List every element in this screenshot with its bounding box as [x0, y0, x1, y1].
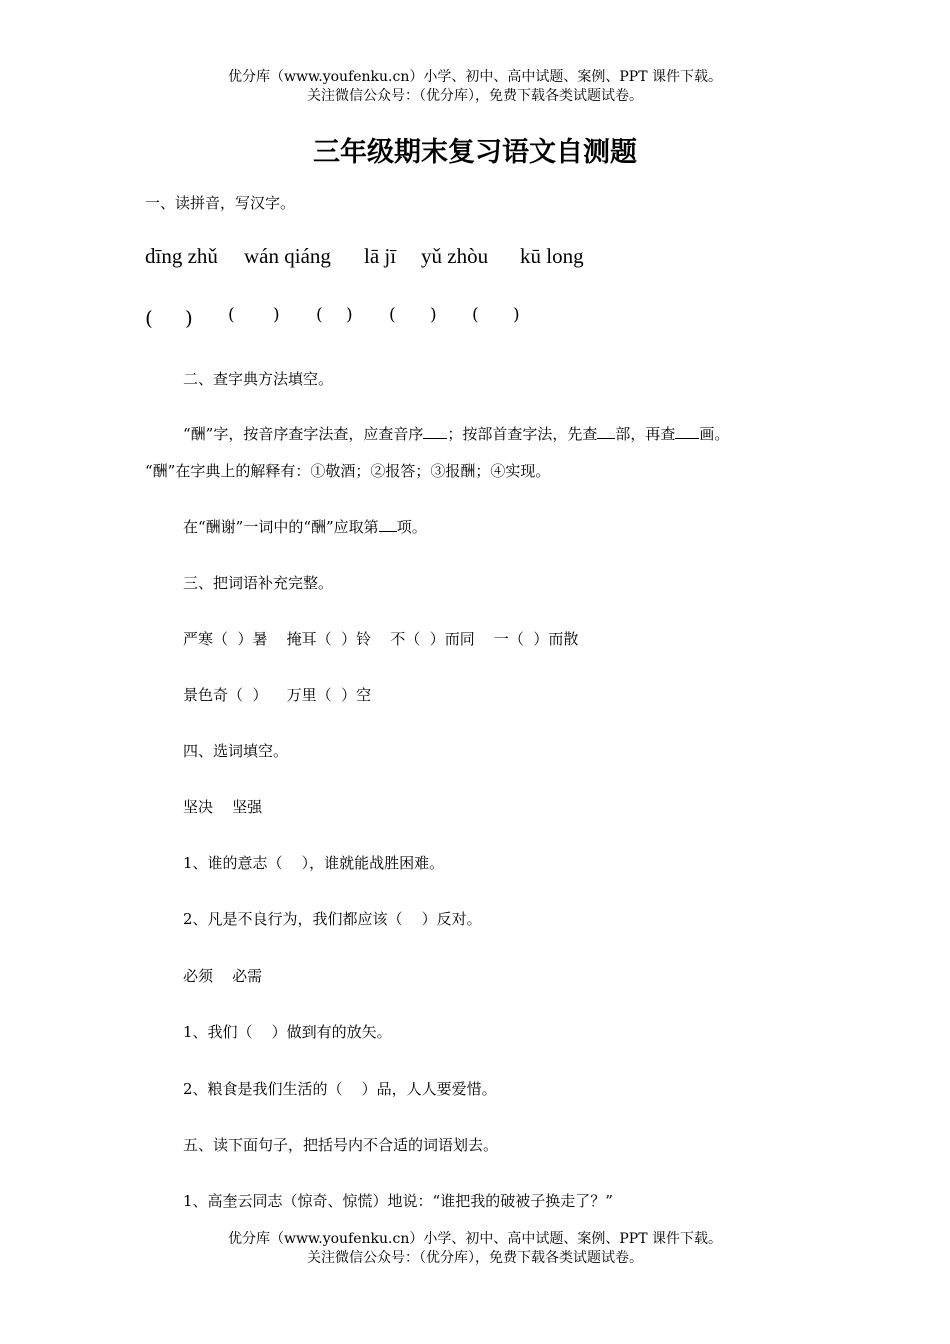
footer-line-1: 优分库（www.youfenku.cn）小学、初中、高中试题、案例、PPT 课件下载。: [227, 1231, 722, 1247]
section4-question-1-1: 1、谁的意志（ ），谁就能战胜困难。: [183, 854, 445, 872]
section2-paragraph-1: “酬”字，按音序查字法查，应查音序 ；按部首查字法，先查 部，再查 画。: [183, 425, 730, 443]
answer-paren-close-2: ): [273, 305, 280, 325]
pinyin-2: wán qiáng: [244, 244, 331, 268]
pinyin-1: dīng zhǔ: [145, 244, 218, 268]
section1-heading: 一、读拼音，写汉字。: [145, 194, 296, 212]
answer-paren-close-1: ): [185, 306, 193, 330]
blank-xiang[interactable]: [379, 517, 397, 532]
header-line-1: 优分库（www.youfenku.cn）小学、初中、高中试题、案例、PPT 课件下载。: [227, 69, 722, 85]
header-line-2: 关注微信公众号：（优分库），免费下载各类试题试卷。: [307, 88, 643, 104]
blank-bihua[interactable]: [675, 424, 699, 439]
section4-word-pair-2: 必须 必需: [183, 967, 263, 985]
section5-question-1: 1、高奎云同志（惊奇、惊慌）地说：“谁把我的破被子换走了？”: [183, 1192, 613, 1210]
section2-heading: 二、查字典方法填空。: [183, 370, 334, 388]
section3-row-2: 景色奇（ ） 万里（ ）空: [183, 686, 372, 704]
pinyin-3: lā jī: [364, 244, 397, 268]
section5-heading: 五、读下面句子，把括号内不合适的词语划去。: [183, 1136, 499, 1154]
blank-bushou[interactable]: [597, 424, 615, 439]
section2-paragraph-2: “酬”在字典上的解释有：①敬酒；②报答；③报酬；④实现。: [145, 462, 551, 480]
answer-paren-close-3: ): [346, 305, 353, 325]
pinyin-5: kū long: [520, 244, 584, 268]
section3-row-1: 严寒（ ）暑 掩耳（ ）铃 不（ ）而同 一（ ）而散: [183, 630, 579, 648]
section4-question-1-2: 2、凡是不良行为，我们都应该（ ）反对。: [183, 910, 482, 928]
pinyin-4: yǔ zhòu: [421, 244, 489, 268]
footer-line-2: 关注微信公众号：（优分库），免费下载各类试题试卷。: [307, 1250, 643, 1266]
answer-paren-close-4: ): [430, 305, 437, 325]
answer-paren-open-1: (: [145, 306, 153, 330]
answer-paren-open-3: (: [316, 305, 323, 325]
section4-word-pair-1: 坚决 坚强: [183, 798, 263, 816]
section4-question-2-2: 2、粮食是我们生活的（ ）品，人人要爱惜。: [183, 1080, 497, 1098]
section4-heading: 四、选词填空。: [183, 742, 289, 760]
answer-paren-open-2: (: [228, 305, 235, 325]
section3-heading: 三、把词语补充完整。: [183, 574, 334, 592]
page-title: 三年级期末复习语文自测题: [313, 137, 637, 168]
section4-question-2-1: 1、我们（ ）做到有的放矢。: [183, 1023, 392, 1041]
answer-paren-close-5: ): [513, 305, 520, 325]
answer-paren-open-5: (: [472, 305, 479, 325]
answer-paren-open-4: (: [389, 305, 396, 325]
section2-paragraph-3: 在“酬谢”一词中的“酬”应取第 项。: [183, 518, 427, 536]
blank-yinxu[interactable]: [423, 424, 447, 439]
